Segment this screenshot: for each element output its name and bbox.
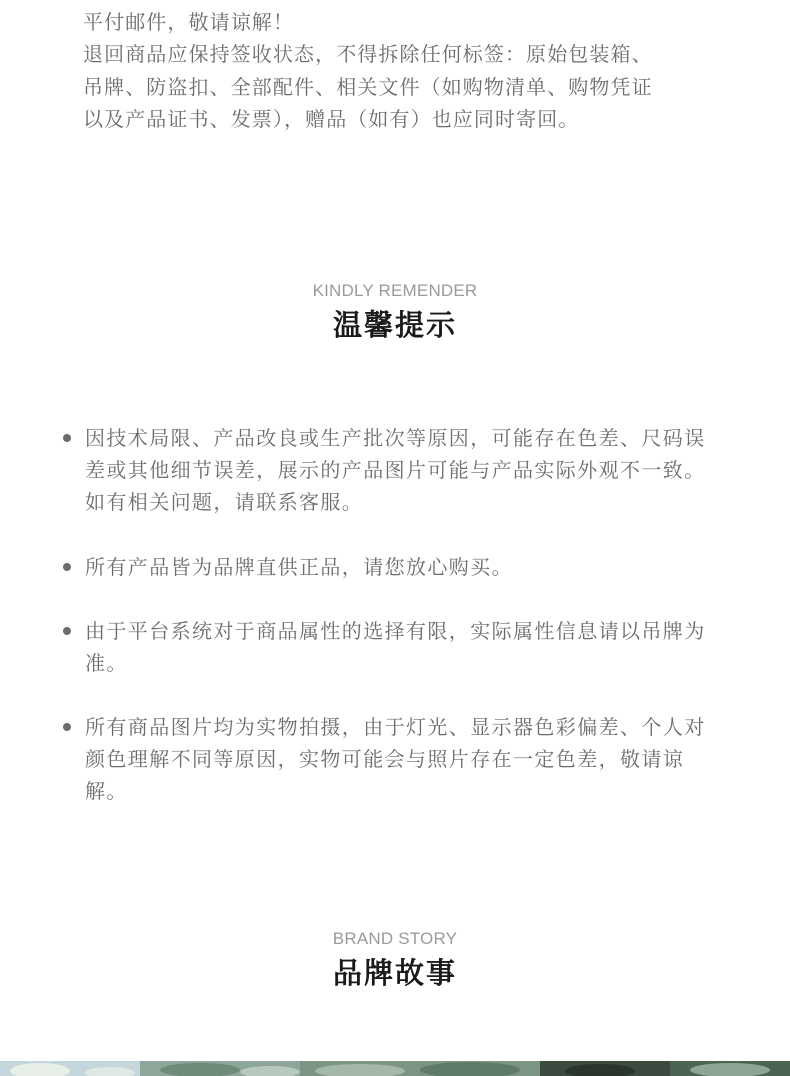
bullet-icon xyxy=(63,434,71,442)
tip-text: 由于平台系统对于商品属性的选择有限，实际属性信息请以吊牌为准。 xyxy=(85,619,706,675)
intro-line: 吊牌、防盗扣、全部配件、相关文件（如购物清单、购物凭证 xyxy=(83,75,653,99)
intro-line: 退回商品应保持签收状态，不得拆除任何标签：原始包装箱、 xyxy=(83,42,653,66)
reminder-title-cn: 温馨提示 xyxy=(332,308,457,342)
reminder-title-en: KINDLY REMENDER xyxy=(312,281,478,300)
brand-photo xyxy=(0,1061,790,1076)
brand-story-heading xyxy=(0,929,790,991)
brand-story-title-en: BRAND STORY xyxy=(332,929,458,948)
brand-photo-image xyxy=(0,1061,790,1076)
bullet-icon xyxy=(63,563,71,571)
tip-text: 所有产品皆为品牌直供正品，请您放心购买。 xyxy=(85,555,513,579)
bullet-icon xyxy=(63,627,71,635)
reminder-heading xyxy=(0,281,790,343)
brand-story-title-cn: 品牌故事 xyxy=(332,956,457,990)
intro-line: 以及产品证书、发票），赠品（如有）也应同时寄回。 xyxy=(83,107,580,131)
tip-text: 因技术局限、产品改良或生产批次等原因，可能存在色差、尺码误差或其他细节误差，展示的产品图片可能与产品实际外观不一致。如有相关问题，请联系客服。 xyxy=(85,426,706,514)
tip-text: 所有商品图片均为实物拍摄，由于灯光、显示器色彩偏差、个人对颜色理解不同等原因，实物可能会与照片存在一定色差，敬请谅解。 xyxy=(85,715,706,803)
intro-line: 平付邮件，敬请谅解！ xyxy=(83,10,294,34)
bullet-icon xyxy=(63,723,71,731)
